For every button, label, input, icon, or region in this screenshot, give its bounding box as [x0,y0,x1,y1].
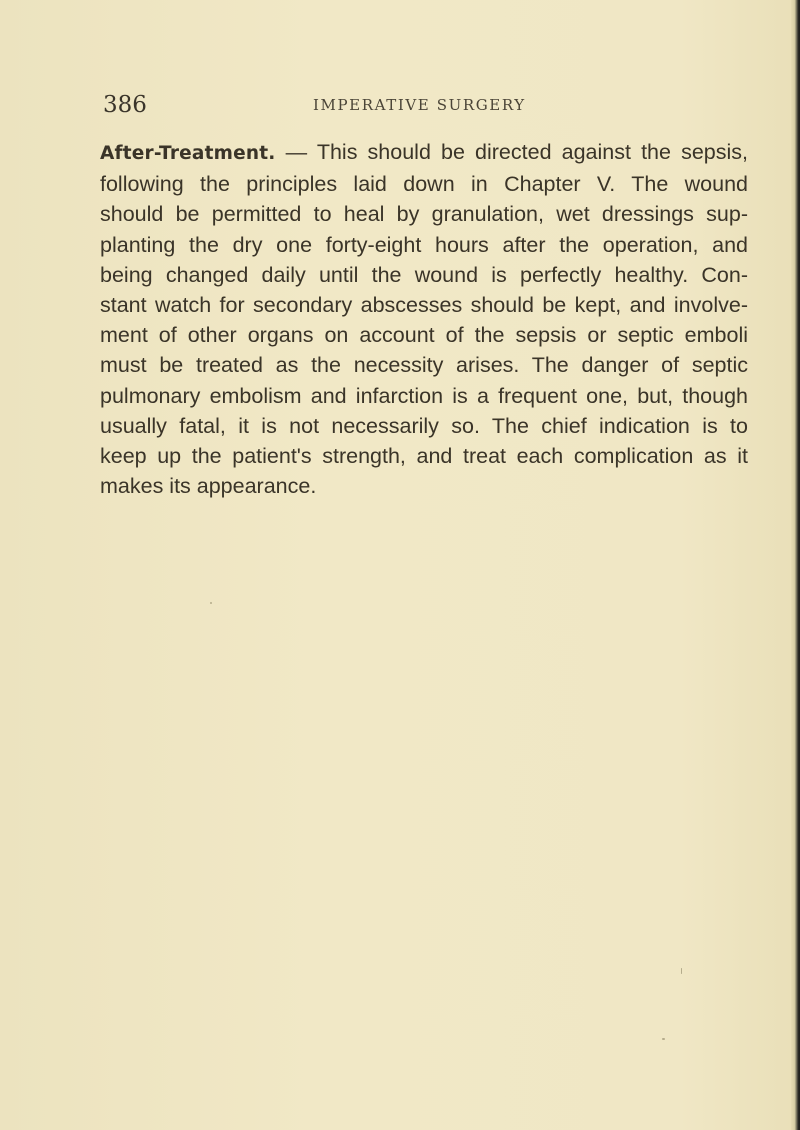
paragraph-line: planting the dry one forty-eight hours after the operation, and [100,232,748,257]
paragraph-line: keep up the patient's strength, and treat each complication as it [100,444,748,469]
paragraph-line: following the principles laid down in Chapter V. The wound [100,172,748,197]
paragraph-line: must be treated as the necessity arises. The danger of septic [100,353,748,378]
paragraph-line: should be permitted to heal by granulation, wet dressings sup- [100,202,748,227]
paragraph-line: pulmonary embolism and infarction is a frequent one, but, though [100,383,748,408]
paragraph-line-1 [100,137,748,169]
paragraph-line: ment of other organs on account of the sepsis or septic emboli [100,323,748,348]
running-head-title: IMPERATIVE SURGERY [313,96,526,114]
heading-dash: — [275,140,317,164]
running-head [103,92,743,122]
paper-speck [662,1038,665,1040]
paragraph-line-last: makes its appearance. [100,474,317,499]
body-paragraph [100,137,748,501]
paragraph-line: usually fatal, it is not necessarily so. The chief indication is to [100,413,748,438]
paragraph-text: This should be directed against the sepsis, [316,140,748,164]
section-heading: After-Treatment. [100,143,276,164]
paragraph-line: stant watch for secondary abscesses should be kept, and involve- [100,293,748,318]
paper-speck [681,968,682,974]
page-number: 386 [103,92,147,118]
page-edge-shadow [791,0,800,1130]
paper-speck [210,602,212,604]
paragraph-line: being changed daily until the wound is perfectly healthy. Con- [100,262,748,287]
